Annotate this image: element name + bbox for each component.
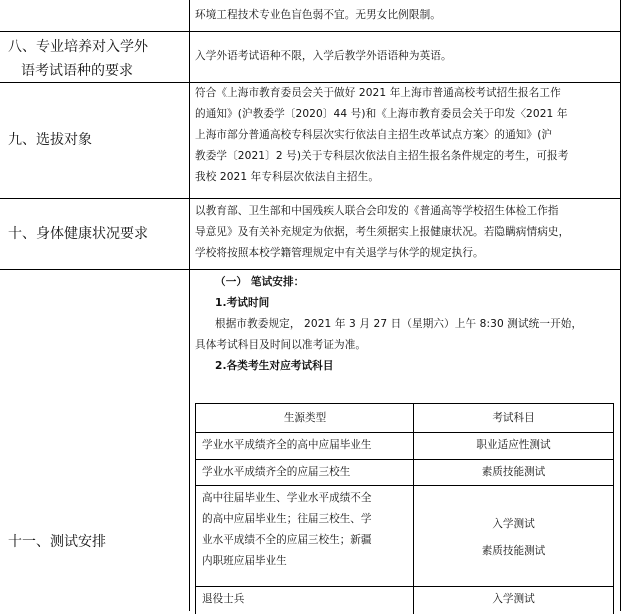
column-divider [189,0,190,611]
row-divider [0,31,620,32]
inner-row-divider [196,586,613,587]
inner-row-divider [196,485,613,486]
row10-text: 以教育部、卫生部和中国残疾人联合会印发的《普通高等学校招生体检工作指 导意见》及有关补充规定为依据，考生须据实上报健康状况。若隐瞒病情病史， 学校将按照本校学籍管理规定中有关退学与休学的规定执行。 [195,205,570,259]
header-exam-subject: 考试科目 [492,412,535,424]
header-source-type: 生源类型 [283,412,327,424]
row11-text: （一） 笔试安排： 1.考试时间 根据市教委规定， 2021 年 3 月 27 日（星期六）上午 8:30 测试统一开始， 具体考试科目及时间以准考证为准。 2.各类考生对应考试科目 [195,272,613,377]
table-row-3-subject: 入学测试 素质技能测试 [481,518,546,557]
exam-time-heading: 1.考试时间 [215,297,270,309]
row-divider [0,269,620,270]
table-row-3-type: 高中往届毕业生、学业水平成绩不全 的高中应届毕业生；往届三校生、学 业水平成绩不全的应届三校生；新疆 内职班应届毕业生 [202,492,372,567]
table-row-2-subject: 素质技能测试 [481,466,546,478]
table-row-1-subject: 职业适应性测试 [476,439,551,451]
written-exam-section: （一） 笔试安排： [215,276,305,288]
exam-subject-table [195,403,614,614]
row11-heading: 十一、测试安排 [8,534,106,550]
row8-heading: 八、专业培养对入学外 语考试语种的要求 [8,39,148,79]
table-row-4-subject: 入学测试 [492,593,535,605]
row10-heading: 十、身体健康状况要求 [8,226,148,242]
exam-subjects-heading: 2.各类考生对应考试科目 [215,360,334,372]
row8-text: 入学外语考试语种不限，入学后教学外语语种为英语。 [195,50,452,62]
row7-text: 环境工程技术专业色盲色弱不宜。无男女比例限制。 [195,9,441,21]
row9-text: 符合《上海市教育委员会关于做好 2021 年上海市普通高校考试招生报名工作 的通知》(沪教委学〔2020〕44 号)和《上海市教育委员会关于印发〈2021 年 上海市部分普通高校专科层次实行依法自主招生改革试点方案〉的通知》(沪 教委学〔2021〕2 号)关于专科层次依法自主招生报名条件规定的考生，可报考 我校 2021 年专科层次依法自主招生。 [195,87,569,183]
inner-row-divider [196,459,613,460]
row-divider [0,198,620,199]
table-row-1-type: 学业水平成绩齐全的高中应届毕业生 [202,439,372,451]
row9-heading: 九、选拔对象 [8,132,92,148]
inner-row-divider [196,432,613,433]
table-row-4-type: 退役士兵 [202,593,245,605]
table-row-2-type: 学业水平成绩齐全的应届三校生 [202,466,351,478]
